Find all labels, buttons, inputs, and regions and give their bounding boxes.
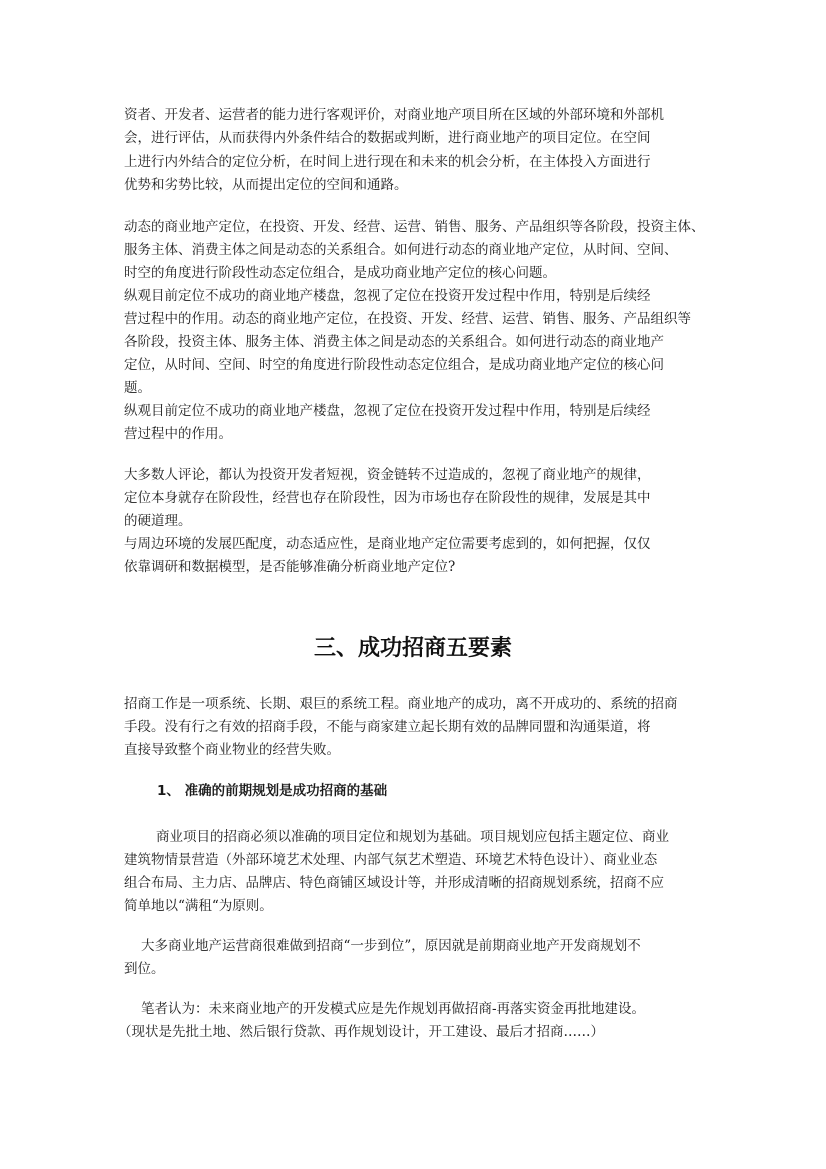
subsection-title: 1、 准确的前期规划是成功招商的基础	[157, 783, 388, 799]
section-title: 三、成功招商五要素	[313, 636, 512, 661]
para2-line-1: 动态的商业地产定位，在投资、开发、经营、运营、销售、服务、产品组织等各阶段，投资主体、	[124, 219, 705, 235]
para5-line-2: 建筑物情景营造（外部环境艺术处理、内部气氛艺术塑造、环境艺术特色设计）、商业业态	[124, 852, 658, 868]
para4-line-2: 手段。没有行之有效的招商手段，不能与商家建立起长期有效的品牌同盟和沟通渠道，将	[124, 719, 651, 735]
para1-line-3: 上进行内外结合的定位分析，在时间上进行现在和未来的机会分析，在主体投入方面进行	[124, 154, 651, 170]
para2-line-9: 纵观目前定位不成功的商业地产楼盘，忽视了定位在投资开发过程中作用，特别是后续经	[124, 403, 651, 419]
para3-line-2: 定位本身就存在阶段性，经营也存在阶段性，因为市场也存在阶段性的规律，发展是其中	[124, 490, 651, 506]
para1-line-4: 优势和劣势比较，从而提出定位的空间和通路。	[124, 177, 408, 193]
para7-line-2: （现状是先批土地、然后银行贷款、再作规划设计，开工建设、最后才招商……）	[118, 1024, 604, 1040]
para2-line-5: 营过程中的作用。动态的商业地产定位，在投资、开发、经营、运营、销售、服务、产品组织等	[124, 311, 691, 327]
para2-line-7: 定位，从时间、空间、时空的角度进行阶段性动态定位组合，是成功商业地产定位的核心问	[124, 357, 664, 373]
para2-line-2: 服务主体、消费主体之间是动态的关系组合。如何进行动态的商业地产定位，从时间、空间、	[124, 242, 678, 258]
para3-line-3: 的硬道理。	[124, 513, 192, 529]
para6-line-1: 大多商业地产运营商很难做到招商“一步到位”，原因就是前期商业地产开发商规划不	[141, 938, 641, 954]
para6-line-2: 到位。	[124, 961, 165, 977]
para3-line-5: 依靠调研和数据模型，是否能够准确分析商业地产定位?	[124, 559, 456, 575]
para5-line-3: 组合布局、主力店、品牌店、特色商铺区域设计等，并形成清晰的招商规划系统，招商不应	[124, 875, 664, 891]
para4-line-1: 招商工作是一项系统、长期、艰巨的系统工程。商业地产的成功，离不开成功的、系统的招商	[124, 696, 678, 712]
para7-line-1: 笔者认为：未来商业地产的开发模式应是先作规划再做招商-再落实资金再批地建设。	[141, 1001, 646, 1017]
para1-line-2: 会，进行评估，从而获得内外条件结合的数据或判断，进行商业地产的项目定位。在空间	[124, 130, 651, 146]
para5-line-1: 商业项目的招商必须以准确的项目定位和规划为基础。项目规划应包括主题定位、商业	[156, 829, 669, 845]
para4-line-3: 直接导致整个商业物业的经营失败。	[124, 742, 340, 758]
para2-line-3: 时空的角度进行阶段性动态定位组合，是成功商业地产定位的核心问题。	[124, 265, 556, 281]
para3-line-4: 与周边环境的发展匹配度，动态适应性，是商业地产定位需要考虑到的，如何把握，仅仅	[124, 536, 651, 552]
para3-line-1: 大多数人评论，都认为投资开发者短视，资金链转不过造成的，忽视了商业地产的规律，	[124, 467, 651, 483]
para1-line-1: 资者、开发者、运营者的能力进行客观评价，对商业地产项目所在区域的外部环境和外部机	[124, 107, 664, 123]
para5-line-4: 简单地以“满租“为原则。	[124, 898, 273, 914]
para2-line-6: 各阶段，投资主体、服务主体、消费主体之间是动态的关系组合。如何进行动态的商业地产	[124, 334, 664, 350]
para2-line-8: 题。	[124, 380, 151, 396]
para2-line-4: 纵观目前定位不成功的商业地产楼盘，忽视了定位在投资开发过程中作用，特别是后续经	[124, 288, 651, 304]
para2-line-10: 营过程中的作用。	[124, 426, 232, 442]
